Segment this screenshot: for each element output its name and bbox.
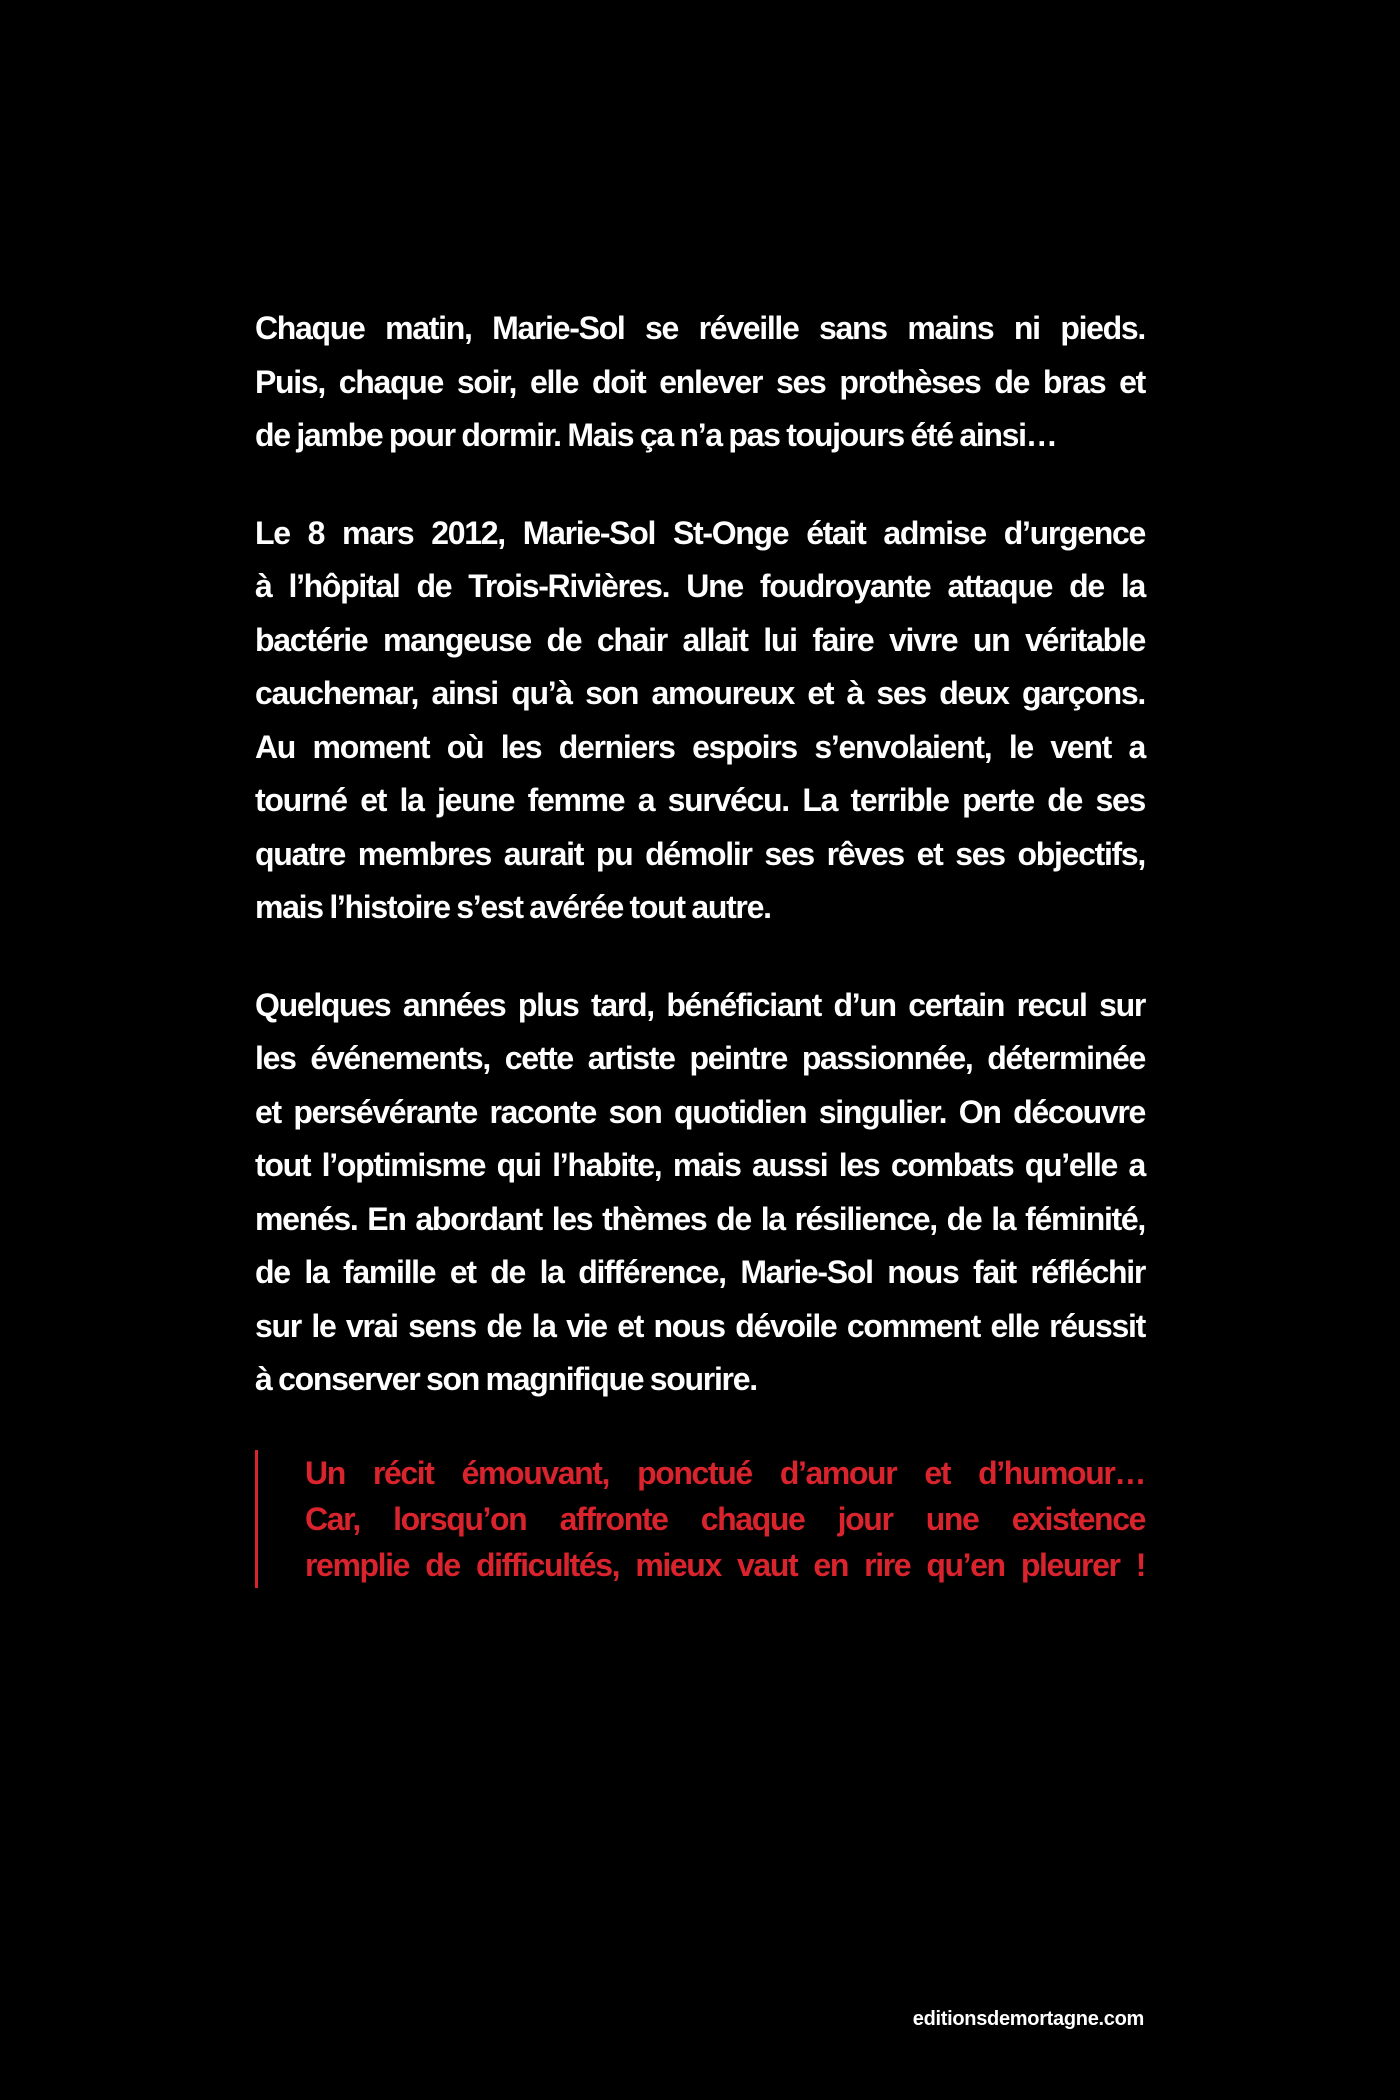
text-line: menés. En abordant les thèmes de la résilience, de la féminité, xyxy=(255,1200,1145,1237)
text-line: sur le vrai sens de la vie et nous dévoile comment elle réussit xyxy=(255,1307,1145,1344)
text-line: tout l’optimisme qui l’habite, mais aussi les combats qu’elle a xyxy=(255,1147,1145,1183)
text-line: quatre membres aurait pu démolir ses rêves et ses objectifs, xyxy=(255,835,1145,872)
publisher-website: editionsdemortagne.com xyxy=(912,2008,1144,2030)
text-line: Quelques années plus tard, bénéficiant d’un certain recul sur xyxy=(255,986,1145,1023)
text-line: bactérie mangeuse de chair allait lui faire vivre un véritable xyxy=(255,621,1145,658)
quote-line: Car, lorsqu’on affronte chaque jour une existence xyxy=(305,1501,1145,1537)
quote-line: remplie de difficultés, mieux vaut en rire qu’en pleurer ! xyxy=(305,1547,1145,1583)
text-line: de la famille et de la différence, Marie-Sol nous fait réfléchir xyxy=(255,1254,1145,1290)
synopsis-paragraph-1 xyxy=(255,302,1145,463)
text-line: Au moment où les derniers espoirs s’envolaient, le vent a xyxy=(255,728,1145,765)
pull-quote-text xyxy=(305,1450,1145,1588)
text-line: Puis, chaque soir, elle doit enlever ses prothèses de bras et xyxy=(255,363,1145,400)
text-line: les événements, cette artiste peintre passionnée, déterminée xyxy=(255,1040,1145,1076)
quote-line: Un récit émouvant, ponctué d’amour et d’humour… xyxy=(305,1455,1145,1491)
text-line: à l’hôpital de Trois-Rivières. Une foudroyante attaque de la xyxy=(255,568,1145,604)
pull-quote xyxy=(255,1450,1145,1588)
synopsis-paragraph-2 xyxy=(255,507,1145,935)
text-line: Le 8 mars 2012, Marie-Sol St-Onge était admise d’urgence xyxy=(255,514,1145,551)
text-line: tourné et la jeune femme a survécu. La terrible perte de ses xyxy=(255,782,1145,818)
text-line: cauchemar, ainsi qu’à son amoureux et à ses deux garçons. xyxy=(255,675,1145,711)
synopsis-text xyxy=(255,302,1145,1407)
text-line: mais l’histoire s’est avérée tout autre. xyxy=(255,889,771,925)
synopsis-paragraph-3 xyxy=(255,979,1145,1407)
text-line: Chaque matin, Marie-Sol se réveille sans mains ni pieds. xyxy=(255,310,1145,346)
text-line: et persévérante raconte son quotidien singulier. On découvre xyxy=(255,1093,1145,1130)
text-line: de jambe pour dormir. Mais ça n’a pas toujours été ainsi… xyxy=(255,417,1057,453)
text-line: à conserver son magnifique sourire. xyxy=(255,1361,757,1397)
